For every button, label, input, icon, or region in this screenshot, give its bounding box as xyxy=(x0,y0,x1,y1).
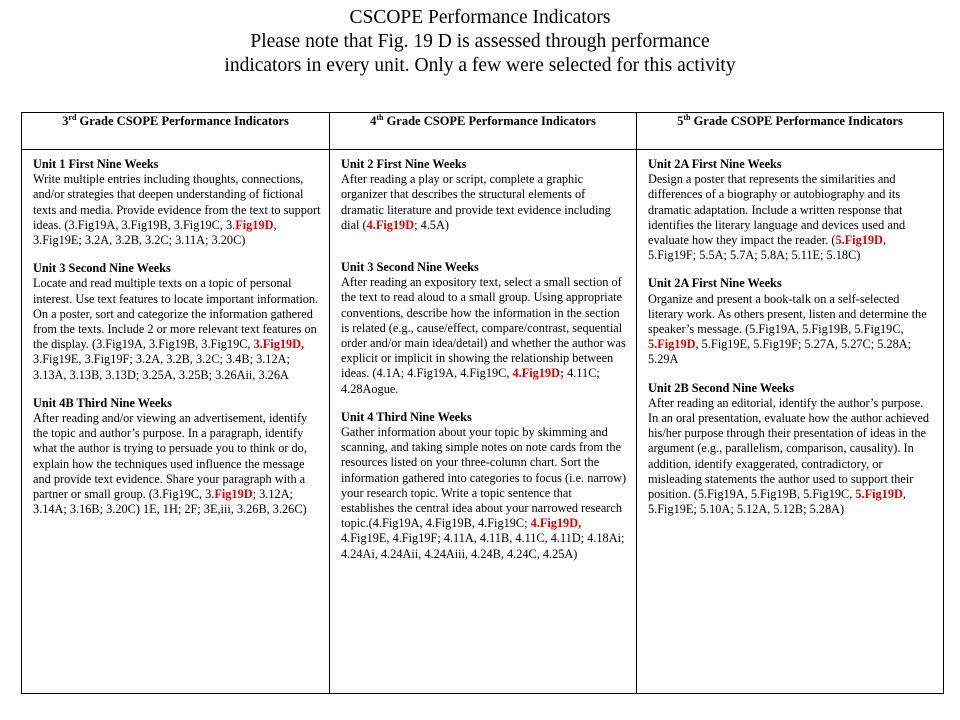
description-text: , 5.Fig19E; 5.10A; 5.12A, 5.12B; 5.28A) xyxy=(648,487,906,517)
assessed-standard-highlight: 5.Fig19D xyxy=(648,337,696,352)
unit-title: Unit 2A First Nine Weeks xyxy=(648,157,782,171)
unit-description xyxy=(341,275,628,397)
column-header-grade-4 xyxy=(330,113,637,150)
description-text: ; 3.12A; 3.14A; 3.16B; 3.20C) 1E, 1H; 2F; 3E,iii, 3.26B, 3.26C) xyxy=(33,487,307,517)
unit-title: Unit 2B Second Nine Weeks xyxy=(648,380,794,395)
unit-description xyxy=(341,425,628,562)
unit-title: Unit 4B Third Nine Weeks xyxy=(33,395,172,410)
assessed-standard-highlight: 4.Fig19D, xyxy=(530,516,582,531)
unit-block xyxy=(33,157,321,248)
table-body-row xyxy=(22,150,944,694)
grade-header-label: Grade CSOPE Performance Indicators xyxy=(690,114,903,129)
unit-block xyxy=(341,157,628,247)
unit-description xyxy=(648,172,935,263)
column-header-grade-5 xyxy=(637,113,944,150)
unit-block xyxy=(648,276,935,367)
unit-title: Unit 4 Third Nine Weeks xyxy=(341,409,472,424)
page-note-line-2: indicators in every unit. Only a few were selected for this activity xyxy=(224,55,736,76)
grade-3-indicators-cell xyxy=(22,150,330,694)
unit-title: Unit 2A First Nine Weeks xyxy=(648,276,782,291)
description-text: , 5.Fig19F; 5.5A; 5.7A; 5.8A; 5.11E; 5.18C) xyxy=(648,233,887,263)
assessed-standard-highlight: 4.Fig19D xyxy=(366,217,415,232)
unit-description xyxy=(648,292,935,368)
unit-block xyxy=(648,157,935,263)
assessed-standard-highlight: 5.Fig19D xyxy=(835,233,883,248)
description-text: 3.Fig19E, 3.Fig19F; 3.2A, 3.2B, 3.2C; 3.4B; 3.12A; 3.13A, 3.13B, 3.13D; 3.25A, 3.25B; 3.26Aii, 3.26A xyxy=(33,352,290,382)
assessed-standard-highlight: Fig19D xyxy=(235,217,274,232)
grade-number: 5 xyxy=(677,114,684,129)
description-text: Gather information about your topic by skimming and scanning, and taking simple notes on note cards from the resources listed on your three-column chart. Sort the information gathered into categories to focus (i.e. narrow) your research topic. Write a topic sentence that establishes the central idea about your narrowed research topic.(4.Fig19A, 4.Fig19B, 4.Fig19C; xyxy=(341,425,627,531)
description-text: Locate and read multiple texts on a topic of personal interest. Use text features to locate important information. On a poster, sort and categorize the information gathered from the texts. Include 2 or more relevant text features on the display. (3.Fig19A, 3.Fig19B, 3.Fig19C, xyxy=(33,276,319,352)
description-text: After reading an expository text, select a small section of the text to read aloud to a small group. Using appropriate conventions, describe how the information in the section is related (e.g., cause/effect, compare/contrast, sequential order and/or main idea/detail) and whether the author was explicit or implicit in showing the relationship between ideas. (4.1A; 4.Fig19A, 4.Fig19C, xyxy=(341,275,626,381)
description-text: 4.11C; 4.28Aogue. xyxy=(341,366,600,396)
description-text: Organize and present a book-talk on a self-selected literary work. As others present, listen and determine the speaker’s message. (5.Fig19A, 5.Fig19B, 5.Fig19C, xyxy=(648,291,927,337)
page-note-line-1: Please note that Fig. 19 D is assessed through performance xyxy=(250,31,710,52)
description-text: After reading an editorial, identify the author’s purpose. In an oral presentation, evaluate how the author achieved his/her purpose through their presentation of ideas in the argument (e.g., parallelism, comparison, causality). In addition, identify exaggerated, contradictory, or misleading statements the author used to support their position. (5.Fig19A, 5.Fig19B, 5.Fig19C, xyxy=(648,395,930,502)
spacer xyxy=(341,233,628,247)
description-text: After reading a play or script, complete a graphic organizer that describes the structural elements of dramatic literature and provide text evidence including dial ( xyxy=(341,172,611,232)
page-header xyxy=(0,6,960,78)
grade-number: 4 xyxy=(370,114,377,129)
unit-block xyxy=(33,261,321,383)
unit-description xyxy=(341,172,628,233)
description-text: After reading and/or viewing an advertisement, identify the topic and author’s purpose. In a paragraph, identify what the author is trying to persuade you to think or do, explain how the techniques used influence the message and provide text evidence. Share your paragraph with a partner or small group. (3.Fig19C, 3. xyxy=(33,411,308,502)
performance-indicators-table xyxy=(21,112,944,694)
unit-description xyxy=(33,411,321,517)
page-title: CSCOPE Performance Indicators xyxy=(349,7,611,28)
assessed-standard-highlight: 5.Fig19D xyxy=(855,487,903,502)
grade-header-label: Grade CSOPE Performance Indicators xyxy=(76,114,289,129)
unit-description xyxy=(33,276,321,382)
unit-block xyxy=(648,381,935,518)
description-text: , 3.Fig19E; 3.2A, 3.2B, 3.2C; 3.11A; 3.20C) xyxy=(33,217,277,248)
unit-block xyxy=(341,260,628,397)
unit-block xyxy=(33,396,321,518)
unit-title: Unit 3 Second Nine Weeks xyxy=(33,261,171,276)
grade-ordinal-suffix: rd xyxy=(68,113,77,122)
grade-4-indicators-cell xyxy=(330,150,637,694)
assessed-standard-highlight: 3.Fig19D, xyxy=(253,337,305,352)
grade-number: 3 xyxy=(62,114,69,129)
grade-ordinal-suffix: th xyxy=(683,113,691,122)
description-text: ; 4.5A) xyxy=(414,217,449,232)
grade-5-indicators-cell xyxy=(637,150,944,694)
description-text: 4.Fig19E, 4.Fig19F; 4.11A, 4.11B, 4.11C, 4.11D; 4.18Ai; 4.24Ai, 4.24Aii, 4.24Aiii, 4.24B, 4.24C, 4.25A) xyxy=(341,531,625,561)
description-text: Write multiple entries including thoughts, connections, and/or strategies that deepen understanding of fictional texts and media. Provide evidence from the text to support ideas. (3.Fig19A, 3.Fig19B, 3.Fig19C, 3. xyxy=(33,172,321,232)
description-text: Design a poster that represents the similarities and differences of a biography or autobiography and its dramatic adaptation. Include a written response that identifies the literary language and devices used and evaluate how they impact the reader. ( xyxy=(648,172,906,248)
grade-header-label: Grade CSOPE Performance Indicators xyxy=(383,114,596,129)
unit-description xyxy=(33,172,321,248)
unit-block xyxy=(341,410,628,562)
table-header-row xyxy=(22,113,944,150)
unit-title: Unit 3 Second Nine Weeks xyxy=(341,260,479,275)
column-header-grade-3 xyxy=(22,113,330,150)
grade-ordinal-suffix: th xyxy=(376,113,384,122)
assessed-standard-highlight: 4.Fig19D; xyxy=(512,366,565,381)
unit-title: Unit 2 First Nine Weeks xyxy=(341,157,467,171)
unit-title: Unit 1 First Nine Weeks xyxy=(33,157,159,171)
unit-description xyxy=(648,396,935,518)
assessed-standard-highlight: Fig19D xyxy=(214,487,253,502)
description-text: , 5.Fig19E, 5.Fig19F; 5.27A, 5.27C; 5.28A; 5.29A xyxy=(648,337,912,367)
